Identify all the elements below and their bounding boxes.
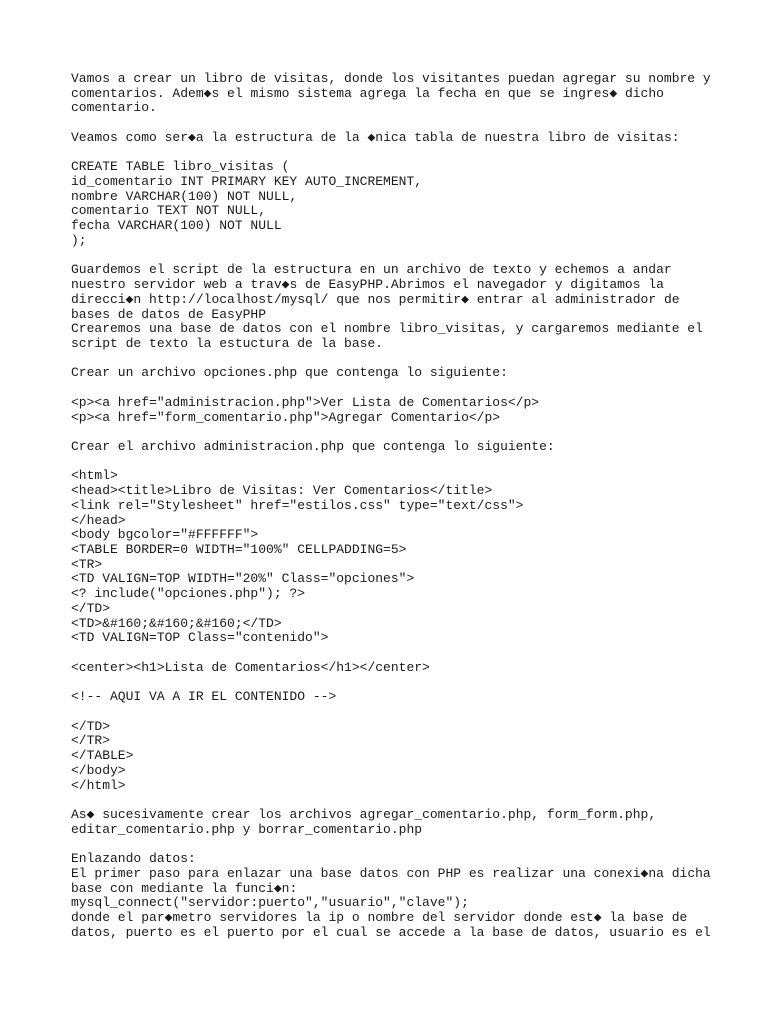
text-line: </TR>	[71, 733, 111, 749]
paragraph	[71, 440, 751, 455]
paragraph	[71, 661, 751, 676]
paragraph	[71, 396, 751, 425]
text-line: <p><a href="administracion.php">Ver Lista de Comentarios</p>	[71, 394, 540, 410]
text-line: nombre VARCHAR(100) NOT NULL,	[71, 188, 298, 204]
paragraph	[71, 263, 751, 351]
text-line: El primer paso para enlazar una base datos con PHP es realizar una conexi◆na dicha	[71, 865, 711, 881]
paragraph	[71, 366, 751, 381]
text-line: <head><title>Libro de Visitas: Ver Comentarios</title>	[71, 483, 493, 499]
text-line: Crear el archivo administracion.php que contenga lo siguiente:	[71, 438, 555, 454]
text-line: <!-- AQUI VA A IR EL CONTENIDO -->	[71, 689, 337, 705]
paragraph	[71, 852, 751, 940]
text-line: direcci◆n http://localhost/mysql/ que nos permitir◆ entrar al administrador de	[71, 291, 680, 307]
text-line: <link rel="Stylesheet" href="estilos.css" type="text/css">	[71, 497, 524, 513]
text-line: As◆ sucesivamente crear los archivos agregar_comentario.php, form_form.php,	[71, 806, 657, 822]
text-line: <center><h1>Lista de Comentarios</h1></center>	[71, 659, 430, 675]
text-line: );	[71, 232, 87, 248]
text-line: Crearemos una base de datos con el nombre libro_visitas, y cargaremos mediante el	[71, 321, 703, 337]
paragraph	[71, 690, 751, 705]
text-line: </head>	[71, 512, 126, 528]
text-line: datos, puerto es el puerto por el cual se accede a la base de datos, usuario es el	[71, 924, 711, 940]
text-line: Enlazando datos:	[71, 851, 196, 867]
text-line: donde el par◆metro servidores la ip o nombre del servidor donde est◆ la base de	[71, 909, 688, 925]
text-line: </TABLE>	[71, 748, 134, 764]
document-page	[71, 72, 751, 955]
text-line: Crear un archivo opciones.php que contenga lo siguiente:	[71, 365, 508, 381]
text-line: mysql_connect("servidor:puerto","usuario","clave");	[71, 895, 469, 911]
text-line: <TD VALIGN=TOP WIDTH="20%" Class="opciones">	[71, 571, 415, 587]
text-line: </TD>	[71, 600, 111, 616]
text-line: <TD>&#160;&#160;&#160;</TD>	[71, 615, 282, 631]
paragraph	[71, 808, 751, 837]
text-line: </html>	[71, 777, 126, 793]
text-line: bases de datos de EasyPHP	[71, 306, 267, 322]
text-line: script de texto la estuctura de la base.	[71, 335, 384, 351]
text-line: <html>	[71, 468, 118, 484]
text-line: <? include("opciones.php"); ?>	[71, 586, 306, 602]
text-line: editar_comentario.php y borrar_comentario.php	[71, 821, 423, 837]
text-line: comentario TEXT NOT NULL,	[71, 203, 267, 219]
paragraph	[71, 720, 751, 794]
text-line: fecha VARCHAR(100) NOT NULL	[71, 218, 282, 234]
text-line: nuestro servidor web a trav◆s de EasyPHP.Abrimos el navegador y digitamos la	[71, 277, 664, 293]
text-line: comentario.	[71, 100, 157, 116]
text-line: Guardemos el script de la estructura en un archivo de texto y echemos a andar	[71, 262, 672, 278]
text-line: id_comentario INT PRIMARY KEY AUTO_INCREMENT,	[71, 174, 423, 190]
text-line: </TD>	[71, 718, 111, 734]
text-line: Veamos como ser◆a la estructura de la ◆nica tabla de nuestra libro de visitas:	[71, 129, 680, 145]
paragraph	[71, 72, 751, 116]
text-line: <TR>	[71, 556, 103, 572]
text-line: </body>	[71, 762, 126, 778]
text-line: <TD VALIGN=TOP Class="contenido">	[71, 630, 329, 646]
text-line: Vamos a crear un libro de visitas, donde los visitantes puedan agregar su nombre y	[71, 71, 711, 86]
text-line: comentarios. Adem◆s el mismo sistema agrega la fecha en que se ingres◆ dicho	[71, 85, 664, 101]
paragraph	[71, 160, 751, 248]
text-line: <p><a href="form_comentario.php">Agregar Comentario</p>	[71, 409, 501, 425]
text-line: <body bgcolor="#FFFFFF">	[71, 527, 259, 543]
paragraph	[71, 131, 751, 146]
text-line: <TABLE BORDER=0 WIDTH="100%" CELLPADDING=5>	[71, 542, 407, 557]
text-line: CREATE TABLE libro_visitas (	[71, 159, 290, 175]
paragraph	[71, 469, 751, 646]
text-line: base con mediante la funci◆n:	[71, 880, 298, 896]
